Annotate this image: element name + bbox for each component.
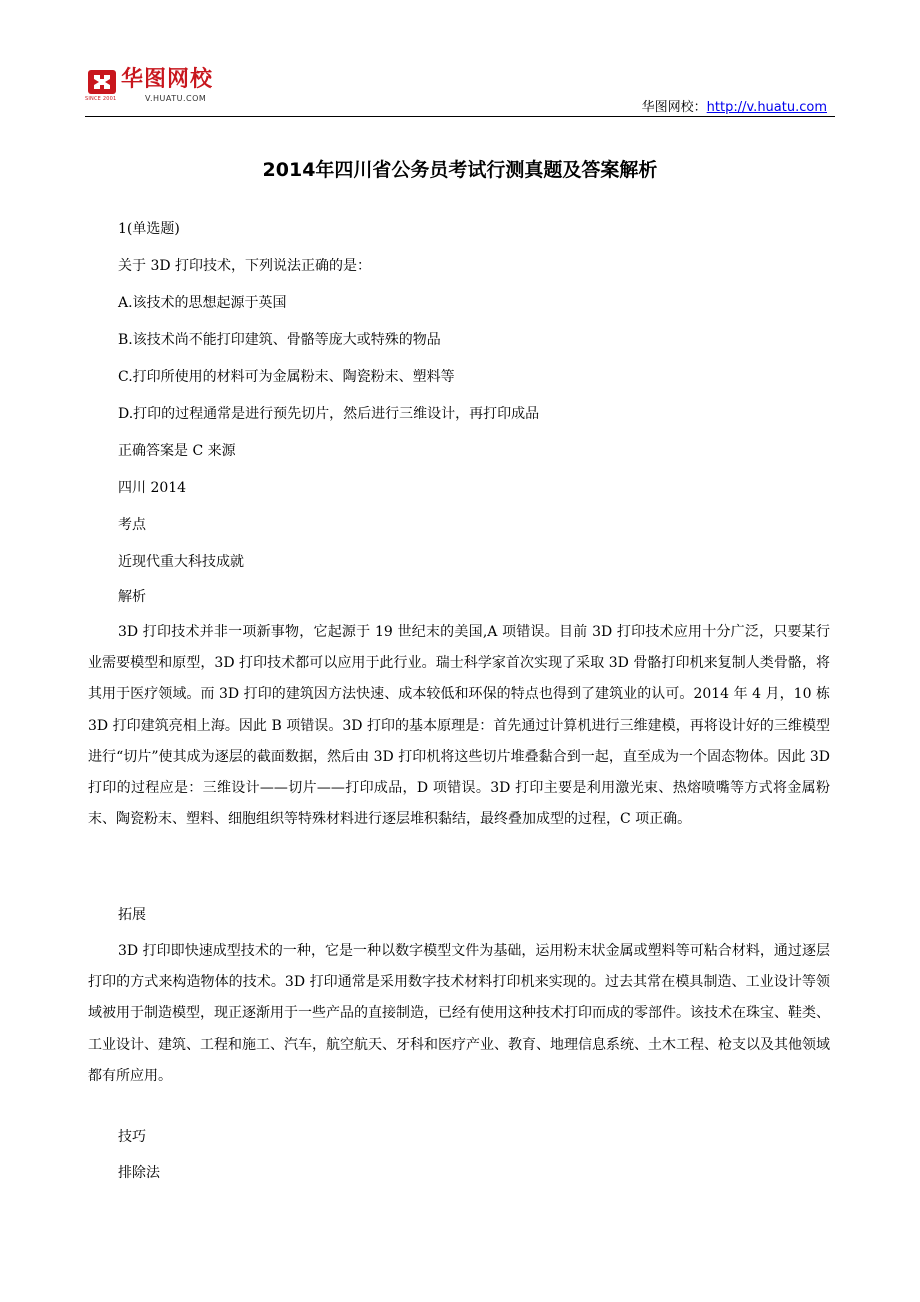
logo-brand-name: 华图网校 [121, 67, 214, 92]
site-label: 华图网校： [641, 100, 707, 115]
question-stem: 关于 3D 打印技术，下列说法正确的是： [118, 258, 372, 274]
source-line: 四川 2014 [118, 480, 187, 496]
jiqiao-text: 排除法 [118, 1165, 160, 1181]
kaodian-heading: 考点 [118, 517, 146, 533]
option-b: B.该技术尚不能打印建筑、骨骼等庞大或特殊的物品 [118, 332, 441, 348]
answer-line: 正确答案是 C 来源 [118, 443, 236, 459]
site-url-link[interactable]: http://v.huatu.com [706, 100, 827, 115]
logo-since-text: SINCE 2001 [85, 96, 117, 102]
tuozhan-paragraph: 3D 打印即快速成型技术的一种，它是一种以数字模型文件为基础，运用粉末状金属或塑料等可粘合材料，通过逐层打印的方式来构造物体的技术。3D 打印通常是采用数字技术材料打印机来实现的。过去其常在模具制造、工业设计等领域被用于制造模型，现正逐渐用于一些产品的直接制造，已经有使用这种技术打印而成的零部件。该技术在珠宝、鞋类、工业设计、建筑、工程和施工、汽车，航空航天、牙科和医疗产业、教育、地理信息系统、土木工程、枪支以及其他领域都有所应用。 [88, 943, 830, 1084]
site-link-container [642, 96, 827, 115]
jiqiao-heading: 技巧 [118, 1129, 146, 1145]
option-d: D.打印的过程通常是进行预先切片，然后进行三维设计，再打印成品 [118, 406, 540, 422]
option-a: A.该技术的思想起源于英国 [118, 295, 287, 311]
question-number: 1(单选题) [118, 221, 180, 237]
page-title: 2014年四川省公务员考试行测真题及答案解析 [262, 159, 658, 181]
tuozhan-heading: 拓展 [118, 907, 146, 923]
option-c: C.打印所使用的材料可为金属粉末、陶瓷粉末、塑料等 [118, 369, 455, 385]
jiexi-heading: 解析 [118, 589, 146, 605]
kaodian-text: 近现代重大科技成就 [118, 554, 244, 570]
jiexi-paragraph: 3D 打印技术并非一项新事物，它起源于 19 世纪末的美国,A 项错误。目前 3D 打印技术应用十分广泛，只要某行业需要模型和原型，3D 打印技术都可以应用于此行业。瑞士科学家首次实现了采取 3D 骨骼打印机来复制人类骨骼，将其用于医疗领域。而 3D 打印的建筑因方法快速、成本较低和环保的特点也得到了建筑业的认可。2014 年 4 月，10 栋 3D 打印建筑亮相上海。因此 B 项错误。3D 打印的基本原理是：首先通过计算机进行三维建模，再将设计好的三维模型进行“切片”使其成为逐层的截面数据，然后由 3D 打印机将这些切片堆叠黏合到一起，直至成为一个固态物体。因此 3D 打印的过程应是：三维设计——切片——打印成品，D 项错误。3D 打印主要是利用激光束、热熔喷嘴等方式将金属粉末、陶瓷粉末、塑料、细胞组织等特殊材料进行逐层堆积黏结，最终叠加成型的过程，C 项正确。 [88, 624, 830, 828]
page-header [85, 68, 835, 116]
huatu-logo-icon [88, 70, 116, 94]
huatu-logo[interactable] [85, 68, 265, 108]
header-divider [85, 116, 835, 117]
logo-url-text: V.HUATU.COM [145, 94, 207, 103]
